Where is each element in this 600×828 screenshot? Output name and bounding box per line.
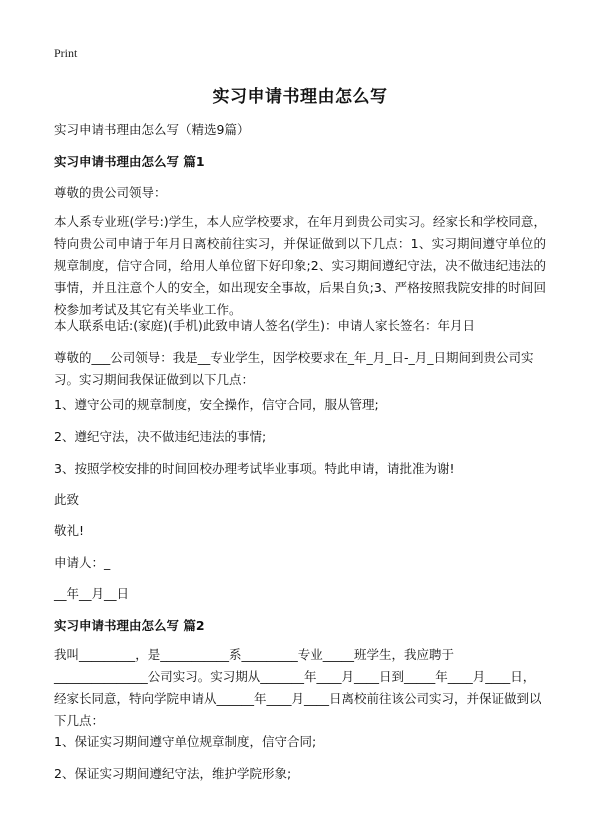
page-title: 实习申请书理由怎么写: [212, 87, 388, 107]
print-link[interactable]: Print: [54, 46, 78, 60]
contact-paragraph: 本人联系电话:(家庭)(手机)此致申请人签名(学生)：申请人家长签名：年月日: [54, 318, 475, 333]
list-item: 1、遵守公司的规章制度，安全操作，信守合同，服从管理;: [54, 397, 379, 412]
body-paragraph-1: 本人系专业班(学号:)学生，本人应学校要求，在年月到贵公司实习。经家长和学校同意，特向贵公司申请于年月日离校前往实习，并保证做到以下几点：1、实习期间遵守单位的规章制度，信守合同，给用人单位留下好印象;2、实习期间遵纪守法，决不做违纪违法的事情，并且注意个人的安全，如出现安全事故，后果自负;3、严格按照我院安排的时间回校参加考试及其它有关毕业工作。: [54, 214, 546, 317]
document-subtitle: 实习申请书理由怎么写（精选9篇）: [54, 122, 250, 137]
list-item: 3、按照学校安排的时间回校办理考试毕业事项。特此申请，请批准为谢!: [54, 461, 455, 476]
greeting-paragraph: 尊敬的贵公司领导：: [54, 185, 167, 200]
date-line: __年__月__日: [54, 586, 130, 601]
applicant-line: 申请人：_: [54, 555, 111, 570]
list-item: 1、保证实习期间遵守单位规章制度，信守合同;: [54, 734, 317, 749]
list-item: 2、保证实习期间遵纪守法，维护学院形象;: [54, 766, 292, 781]
list-item: 2、遵纪守法，决不做违纪违法的事情;: [54, 429, 267, 444]
section-heading-1: 实习申请书理由怎么写 篇1: [54, 154, 205, 169]
section-heading-2: 实习申请书理由怎么写 篇2: [54, 618, 205, 633]
salute-line: 敬礼!: [54, 523, 85, 538]
closing-line: 此致: [54, 492, 80, 507]
dear-paragraph: 尊敬的___公司领导：我是__专业学生，因学校要求在_年_月_日-_月_日期间到贵公司实习。实习期间我保证做到以下几点：: [54, 350, 534, 387]
body-paragraph-2: 我叫_________，是___________系_________专业_____班学生，我应聘于_______________公司实习。实习期从_______年____月____日到_____年____月____日，经家长同意，特向学院申请从______年____月____日离校前往该公司实习，并保证做到以下几点：: [54, 647, 542, 728]
